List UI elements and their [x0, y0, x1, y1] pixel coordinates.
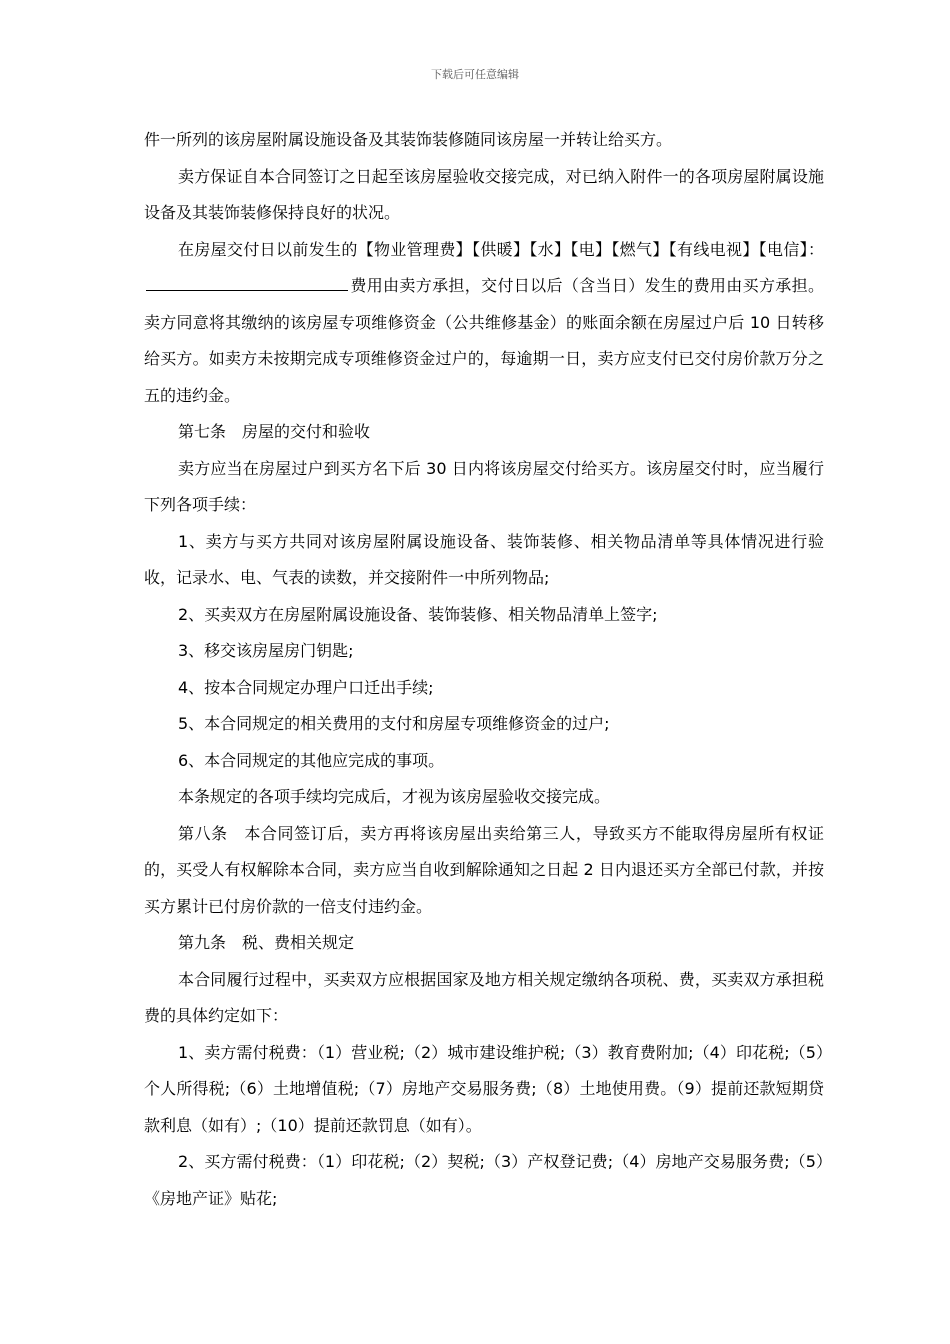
- fill-in-blank: [146, 272, 348, 291]
- article-paragraph: 第八条 本合同签订后，卖方再将该房屋出卖给第三人，导致买方不能取得房屋所有权证的，买受人有权解除本合同，卖方应当自收到解除通知之日起 2 日内退还买方全部已付款，并按买方累计已付房价款的一倍支付违约金。: [144, 823, 824, 916]
- paragraph: 件一所列的该房屋附属设施设备及其装饰装修随同该房屋一并转让给买方。: [144, 130, 673, 149]
- article-heading: 第七条 房屋的交付和验收: [178, 422, 371, 441]
- paragraph: 卖方应当在房屋过户到买方名下后 30 日内将该房屋交付给买方。该房屋交付时，应当履行下列各项手续：: [144, 458, 824, 514]
- paragraph: 本条规定的各项手续均完成后，才视为该房屋验收交接完成。: [178, 787, 611, 806]
- page-header-note: 下载后可任意编辑: [431, 68, 519, 81]
- list-item: 6、本合同规定的其他应完成的事项。: [178, 750, 445, 770]
- document-body: [144, 122, 824, 1217]
- paragraph-text: 在房屋交付日以前发生的【物业管理费】【供暖】【水】【电】【燃气】【有线电视】【电信】：: [178, 239, 824, 259]
- paragraph-fees: [144, 232, 824, 415]
- list-item: 2、买方需付税费：（1）印花税;（2）契税;（3）产权登记费;（4）房地产交易服务费;（5）《房地产证》贴花;: [144, 1152, 824, 1208]
- list-item: 5、本合同规定的相关费用的支付和房屋专项维修资金的过户;: [178, 714, 610, 733]
- list-item: 1、卖方需付税费：（1）营业税;（2）城市建设维护税;（3）教育费附加;（4）印花税;（5）个人所得税;（6）土地增值税;（7）房地产交易服务费;（8）土地使用费。（9）提前还款短期贷款利息（如有）;（10）提前还款罚息（如有）。: [144, 1042, 824, 1135]
- list-item: 1、卖方与买方共同对该房屋附属设施设备、装饰装修、相关物品清单等具体情况进行验收，记录水、电、气表的读数，并交接附件一中所列物品;: [144, 531, 824, 587]
- list-item: 2、买卖双方在房屋附属设施设备、装饰装修、相关物品清单上签字;: [178, 604, 658, 624]
- paragraph: 卖方保证自本合同签订之日起至该房屋验收交接完成，对已纳入附件一的各项房屋附属设施设备及其装饰装修保持良好的状况。: [144, 166, 824, 222]
- paragraph-text: 费用由卖方承担，交付日以后（含当日）发生的费用由买方承担。卖方同意将其缴纳的该房屋专项维修资金（公共维修基金）的账面余额在房屋过户后 10 日转移给买方。如卖方未按期完成专项维修资金过户的，每逾期一日，卖方应支付已交付房价款万分之五的违约金。: [144, 276, 824, 405]
- paragraph: 本合同履行过程中，买卖双方应根据国家及地方相关规定缴纳各项税、费，买卖双方承担税费的具体约定如下：: [144, 969, 824, 1025]
- list-item: 3、移交该房屋房门钥匙;: [178, 641, 354, 660]
- article-heading: 第九条 税、费相关规定: [178, 933, 355, 952]
- list-item: 4、按本合同规定办理户口迁出手续;: [178, 677, 434, 697]
